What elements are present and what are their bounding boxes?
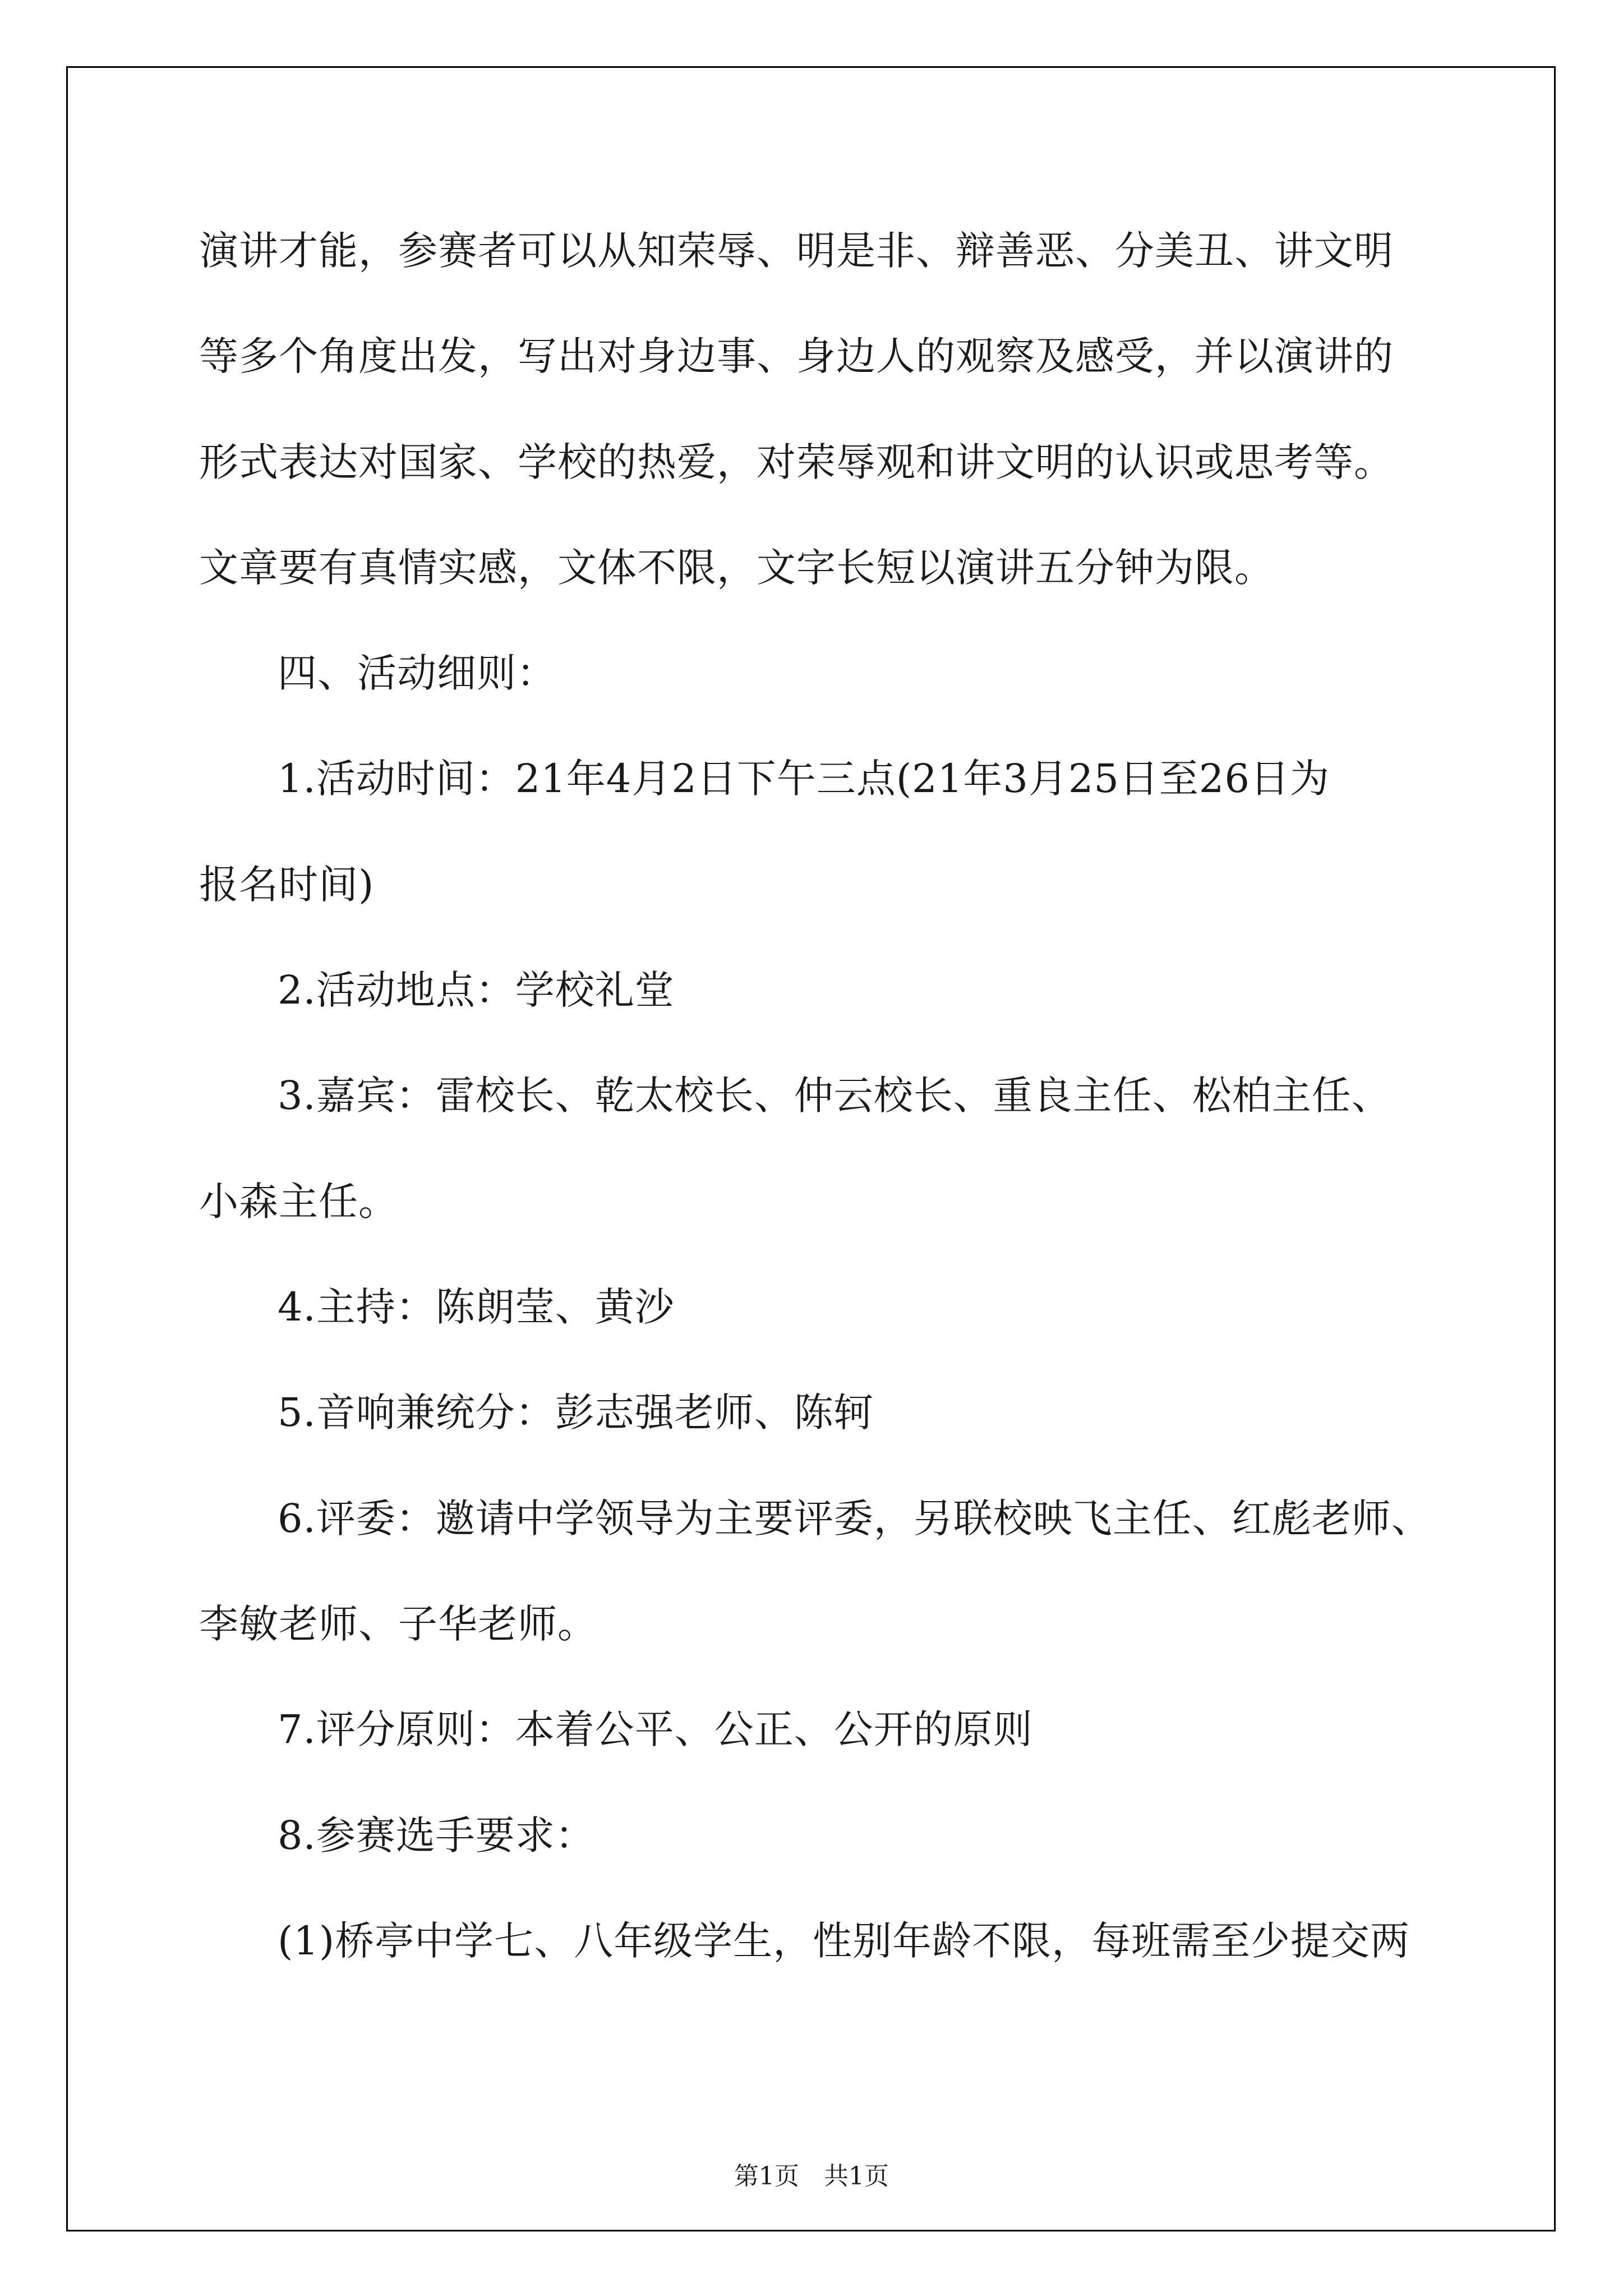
list-item: 7.评分原则：本着公平、公正、公开的原则: [278, 1706, 1033, 1752]
list-item: 1.活动时间：21年4月2日下午三点(21年3月25日至26日为: [278, 756, 1330, 802]
sub-list-item: (1)桥亭中学七、八年级学生，性别年龄不限，每班需至少提交两: [278, 1918, 1410, 1964]
list-item: 2.活动地点：学校礼堂: [278, 967, 675, 1013]
list-item: 5.音响兼统分：彭志强老师、陈轲: [278, 1389, 874, 1435]
body-text-line: 等多个角度出发，写出对身边事、身边人的观察及感受，并以演讲的: [199, 333, 1394, 379]
page-number-footer: 第1页 共1页: [734, 2162, 889, 2191]
page-border: [66, 66, 1556, 2231]
list-item-continuation: 报名时间): [199, 862, 375, 908]
list-item: 4.主持：陈朗莹、黄沙: [278, 1284, 675, 1330]
list-item: 3.嘉宾：雷校长、乾太校长、仲云校长、重良主任、松柏主任、: [278, 1073, 1391, 1119]
list-item-continuation: 小森主任。: [199, 1179, 398, 1225]
body-text-line: 文章要有真情实感，文体不限，文字长短以演讲五分钟为限。: [199, 545, 1274, 591]
body-text-line: 形式表达对国家、学校的热爱，对荣辱观和讲文明的认识或思考等。: [199, 439, 1394, 485]
list-item-continuation: 李敏老师、子华老师。: [199, 1601, 597, 1647]
list-item: 6.评委：邀请中学领导为主要评委，另联校映飞主任、红彪老师、: [278, 1496, 1431, 1542]
section-heading: 四、活动细则：: [278, 650, 556, 696]
list-item: 8.参赛选手要求：: [278, 1812, 595, 1858]
body-text-line: 演讲才能，参赛者可以从知荣辱、明是非、辩善恶、分美丑、讲文明: [199, 228, 1394, 274]
